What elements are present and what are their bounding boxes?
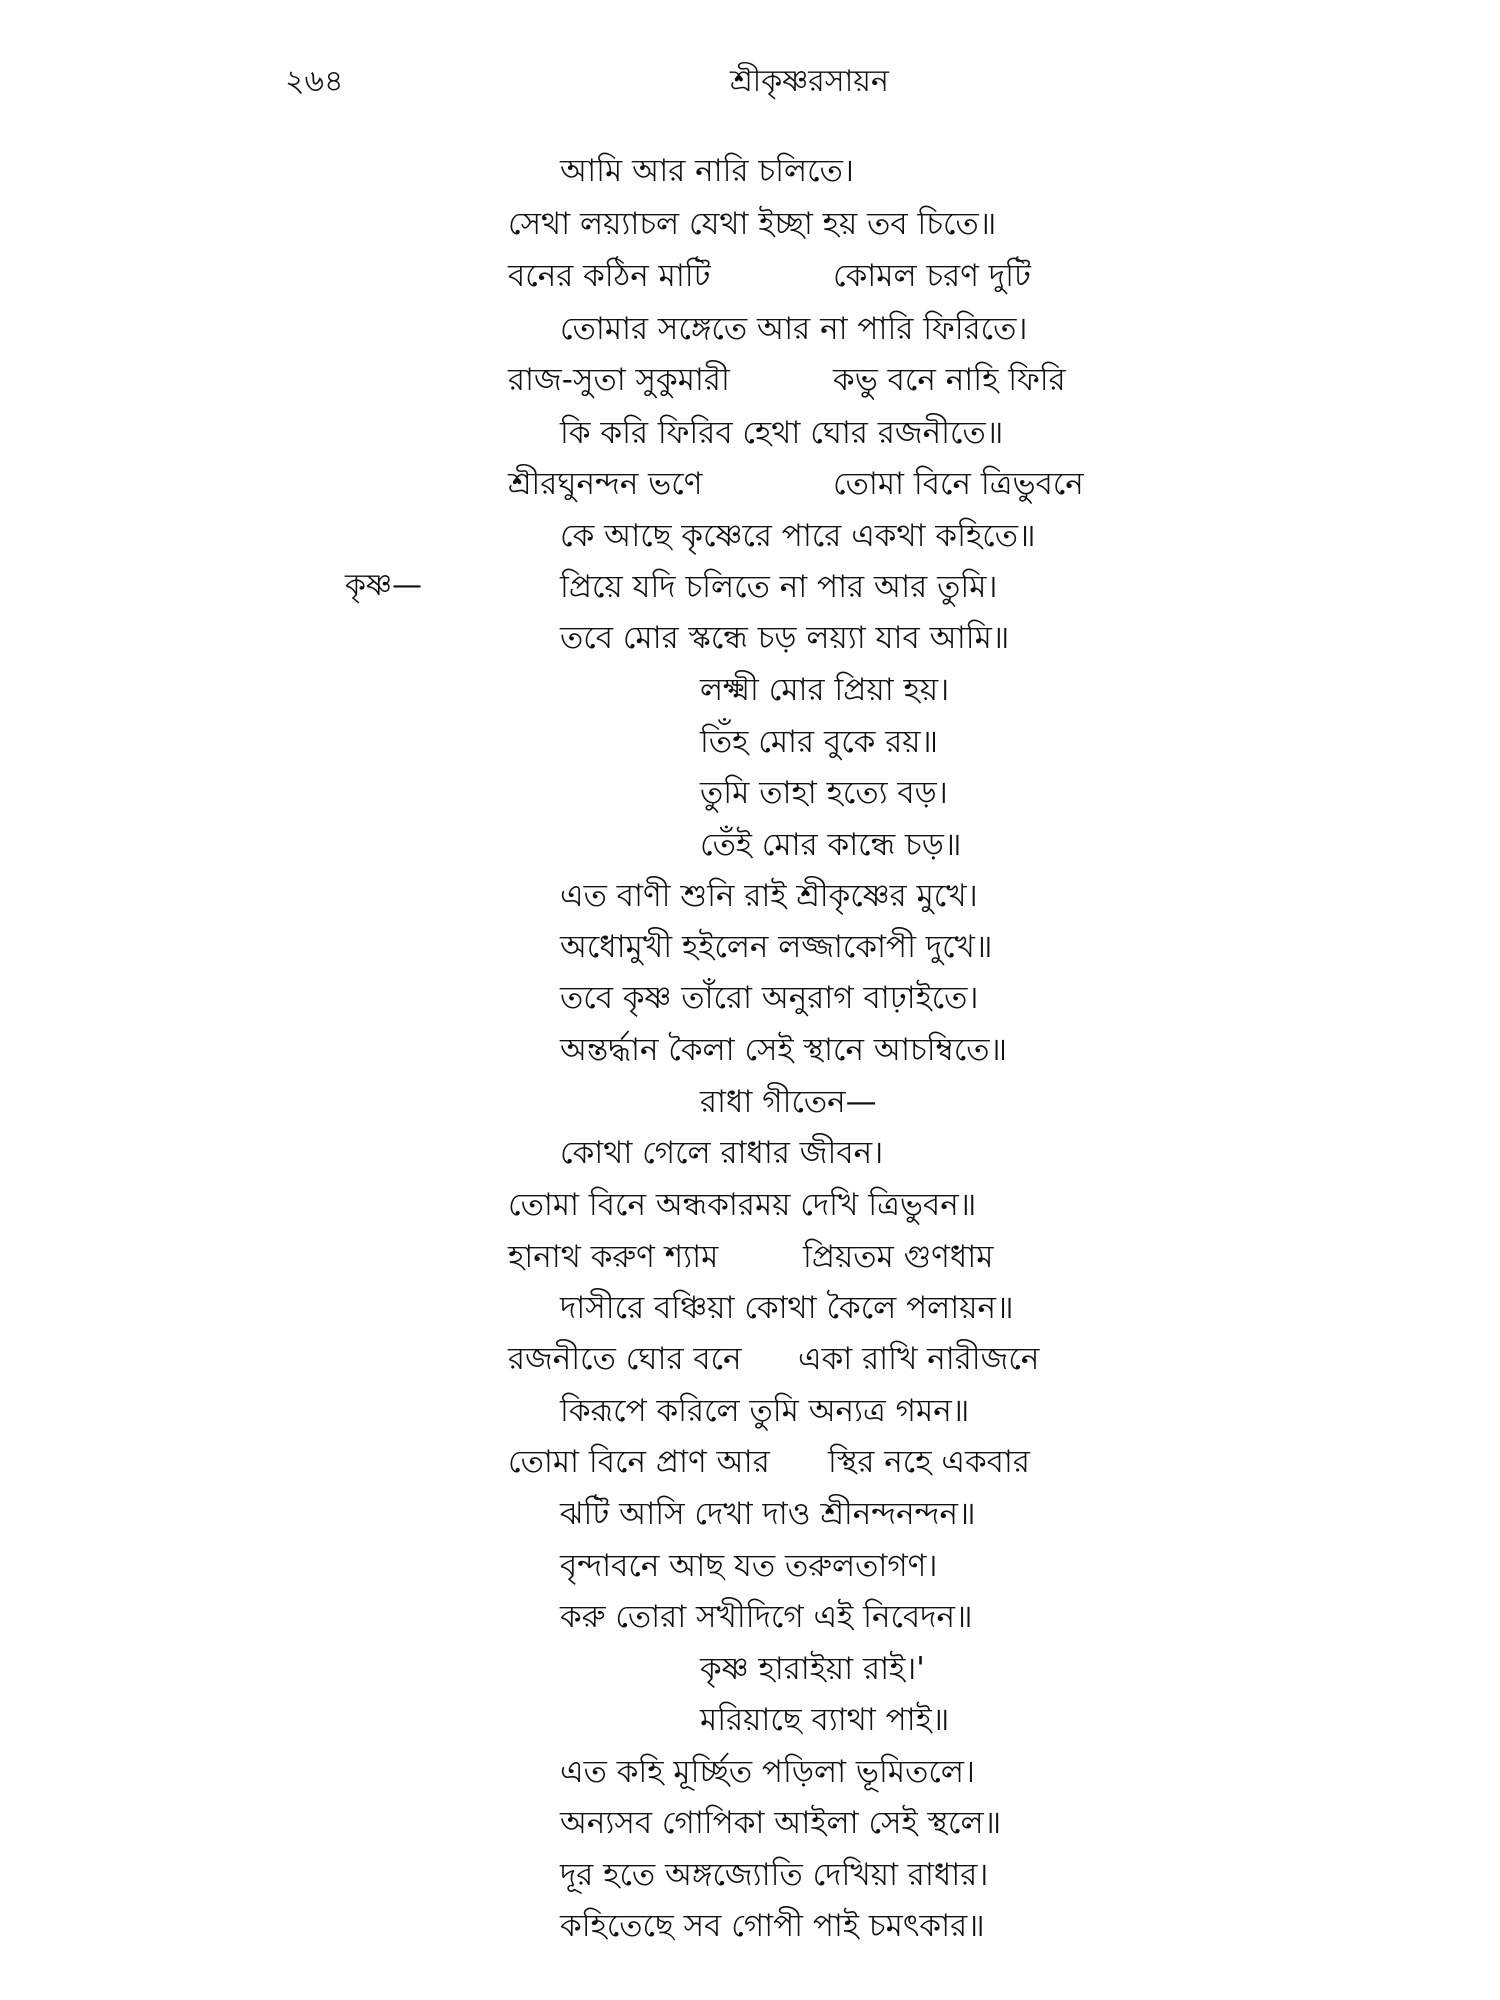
verse-half: প্রিয়তম গুণধাম	[803, 1239, 994, 1275]
verse-line: আমি আর নারি চলিতে।	[560, 153, 854, 189]
verse-half: স্থির নহে একবার	[828, 1444, 1030, 1480]
verse-half: হানাথ করুণ শ্যাম	[508, 1239, 719, 1275]
verse-line: তবে কৃষ্ণ তাঁরো অনুরাগ বাঢ়াইতে।	[560, 980, 979, 1016]
verse-line: তেঁই মোর কান্ধে চড়॥	[700, 827, 962, 863]
verse-line: রাধা গীতেন—	[700, 1084, 877, 1120]
verse-line: তোমা বিনে অন্ধকারময় দেখি ত্রিভুবন॥	[508, 1187, 977, 1223]
verse-half: রাজ-সুতা সুকুমারী	[508, 362, 730, 398]
verse-line: করু তোরা সখীদিগে এই নিবেদন॥	[560, 1599, 973, 1635]
verse-half: শ্রীরঘুনন্দন ভণে	[508, 466, 703, 502]
verse-line: তবে মোর স্কন্ধে চড় লয়্যা যাব আমি॥	[560, 620, 1010, 656]
verse-line: দূর হতে অঙ্গজ্যোতি দেখিয়া রাধার।	[560, 1857, 989, 1893]
verse-line: এত বাণী শুনি রাই শ্রীকৃষ্ণের মুখে।	[560, 878, 978, 914]
verse-line: অধোমুখী হইলেন লজ্জাকোপী দুখে॥	[560, 929, 993, 965]
verse-half: রজনীতে ঘোর বনে	[508, 1341, 742, 1377]
verse-line: অন্যসব গোপিকা আইলা সেই স্থলে॥	[560, 1805, 1002, 1841]
verse-line: সেথা লয়্যাচল যেথা ইচ্ছা হয় তব চিতে॥	[508, 206, 997, 242]
verse-half: কোমল চরণ দুটি	[833, 258, 1031, 294]
verse-line: দাসীরে বঞ্চিয়া কোথা কৈলে পলায়ন॥	[560, 1290, 1014, 1326]
verse-half: একা রাখি নারীজনে	[798, 1341, 1040, 1377]
verse-line: অন্তর্দ্ধান কৈলা সেই স্থানে আচম্বিতে॥	[560, 1032, 1008, 1068]
verse-half: কভু বনে নাহি ফিরি	[833, 362, 1066, 398]
verse-line: কিরূপে করিলে তুমি অন্যত্র গমন॥	[560, 1393, 970, 1429]
verse-line: কৃষ্ণ হারাইয়া রাই।'	[700, 1651, 925, 1687]
verse-half: তোমা বিনে প্রাণ আর	[508, 1444, 770, 1480]
verse-line: মরিয়াছে ব্যাথা পাই॥	[700, 1702, 950, 1738]
verse-line: তিঁহ মোর বুকে রয়॥	[700, 724, 939, 760]
verse-line: ঝটি আসি দেখা দাও শ্রীনন্দনন্দন॥	[560, 1496, 976, 1532]
speaker-label: কৃষ্ণ—	[345, 568, 423, 603]
verse-line: বৃন্দাবনে আছ যত তরুলতাগণ।	[560, 1548, 938, 1584]
verse-half: তোমা বিনে ত্রিভুবনে	[833, 466, 1084, 502]
verse-line: কি করি ফিরিব হেথা ঘোর রজনীতে॥	[560, 415, 1004, 451]
verse-half: বনের কঠিন মাটি	[508, 258, 711, 294]
verse-line: তুমি তাহা হত্যে বড়।	[700, 775, 948, 811]
verse-line: লক্ষ্মী মোর প্রিয়া হয়।	[700, 672, 950, 708]
verse-line: তোমার সঙ্গেতে আর না পারি ফিরিতে।	[560, 311, 1028, 347]
verse-line: কে আছে কৃষ্ণেরে পারে একথা কহিতে॥	[560, 518, 1036, 554]
verse-line: কোথা গেলে রাধার জীবন।	[560, 1135, 884, 1171]
running-title: শ্রীকৃষ্ণরসায়ন	[730, 64, 889, 99]
verse-line: প্রিয়ে যদি চলিতে না পার আর তুমি।	[560, 569, 998, 605]
verse-line: এত কহি মূৰ্চ্ছিত পড়িলা ভূমিতলে।	[560, 1754, 976, 1790]
page-number: ২৬৪	[285, 64, 344, 99]
verse-line: কহিতেছে সব গোপী পাই চমৎকার॥	[560, 1908, 985, 1944]
